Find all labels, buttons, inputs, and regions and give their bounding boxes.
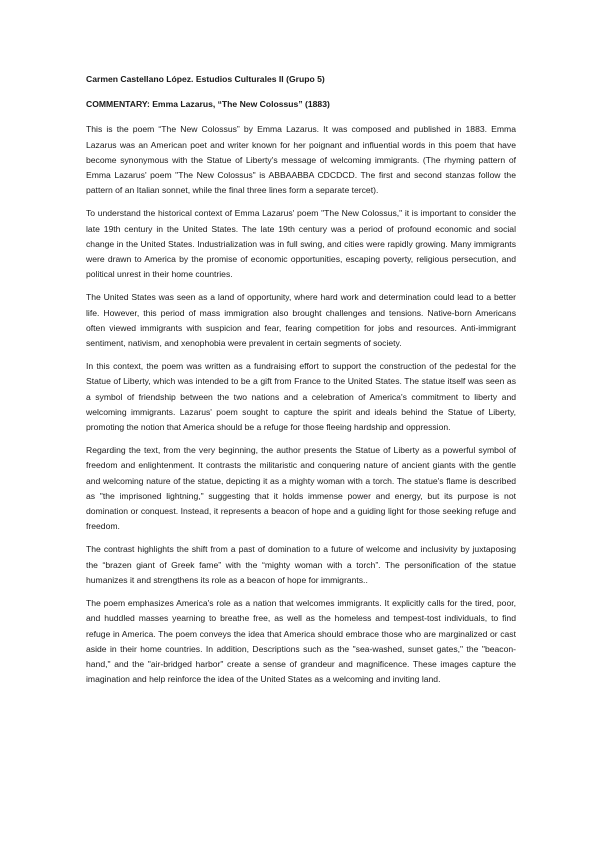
paragraph-1: This is the poem “The New Colossus” by Emma Lazarus. It was composed and published in 1883. Emma Lazarus was an American poet and writer known for her poignant and influential words in this poem that have become synonymous with the Statue of Liberty's message of welcoming immigrants. (The rhyming pattern of Emma Lazarus' poem "The New Colossus" is ABBAABBA CDCDCD. The first and second stanzas follow the pattern of an Italian sonnet, while the final three lines form a separate tercet). bbox=[86, 124, 516, 196]
paragraph-2: To understand the historical context of Emma Lazarus' poem "The New Colossus," it is important to consider the late 19th century in the United States. The late 19th century was a period of profound economic and social change in the United States. Industrialization was in full swing, and cities were rapidly growing. Many immigrants were drawn to America by the promise of economic opportunities, escaping poverty, religious persecution, and political unrest in their home countries. bbox=[86, 208, 516, 280]
paragraph-4: In this context, the poem was written as a fundraising effort to support the construction of the pedestal for the Statue of Liberty, which was intended to be a gift from France to the United States. The statue itself was seen as a symbol of friendship between the two nations and a celebration of America's commitment to liberty and welcoming immigrants. Lazarus' poem sought to capture the spirit and ideals behind the Statue of Liberty, promoting the notion that America should be a refuge for those fleeing hardship and oppression. bbox=[86, 361, 516, 433]
commentary-title: COMMENTARY: Emma Lazarus, “The New Colossus” (1883) bbox=[86, 99, 330, 110]
paragraph-6: The contrast highlights the shift from a past of domination to a future of welcome and inclusivity by juxtaposing the “brazen giant of Greek fame” with the “mighty woman with a torch”. The personification of the statue humanizes it and strengthens its role as a beacon of hope for immigrants.. bbox=[86, 544, 516, 585]
paragraph-5: Regarding the text, from the very beginning, the author presents the Statue of Liberty as a powerful symbol of freedom and enlightenment. It contrasts the militaristic and conquering nature of ancient giants with the gentle and welcoming nature of the statue, depicting it as a mighty woman with a torch. The statue's flame is described as "the imprisoned lightning," suggesting that it holds immense power and energy, but its purpose is not domination or conquest. Instead, it represents a beacon of hope and a guiding light for those seeking refuge and freedom. bbox=[86, 445, 516, 532]
paragraph-3: The United States was seen as a land of opportunity, where hard work and determination could lead to a better life. However, this period of mass immigration also brought challenges and tensions. Native-born Americans often viewed immigrants with suspicion and fear, fearing competition for jobs and resources. Anti-immigrant sentiment, nativism, and xenophobia were prevalent in certain segments of society. bbox=[86, 292, 516, 349]
author-line: Carmen Castellano López. Estudios Culturales II (Grupo 5) bbox=[86, 74, 325, 84]
paragraph-7: The poem emphasizes America's role as a nation that welcomes immigrants. It explicitly calls for the tired, poor, and huddled masses yearning to breathe free, as well as the homeless and tempest-tost individuals, to find refuge in America. The poem conveys the idea that America should embrace those who are marginalized or cast aside in their home countries. In addition, Descriptions such as the "sea-washed, sunset gates," the "beacon-hand," and the "air-bridged harbor" create a sense of grandeur and magnificence. These images capture the imagination and help reinforce the idea of the United States as a welcoming and inviting land. bbox=[86, 598, 516, 685]
